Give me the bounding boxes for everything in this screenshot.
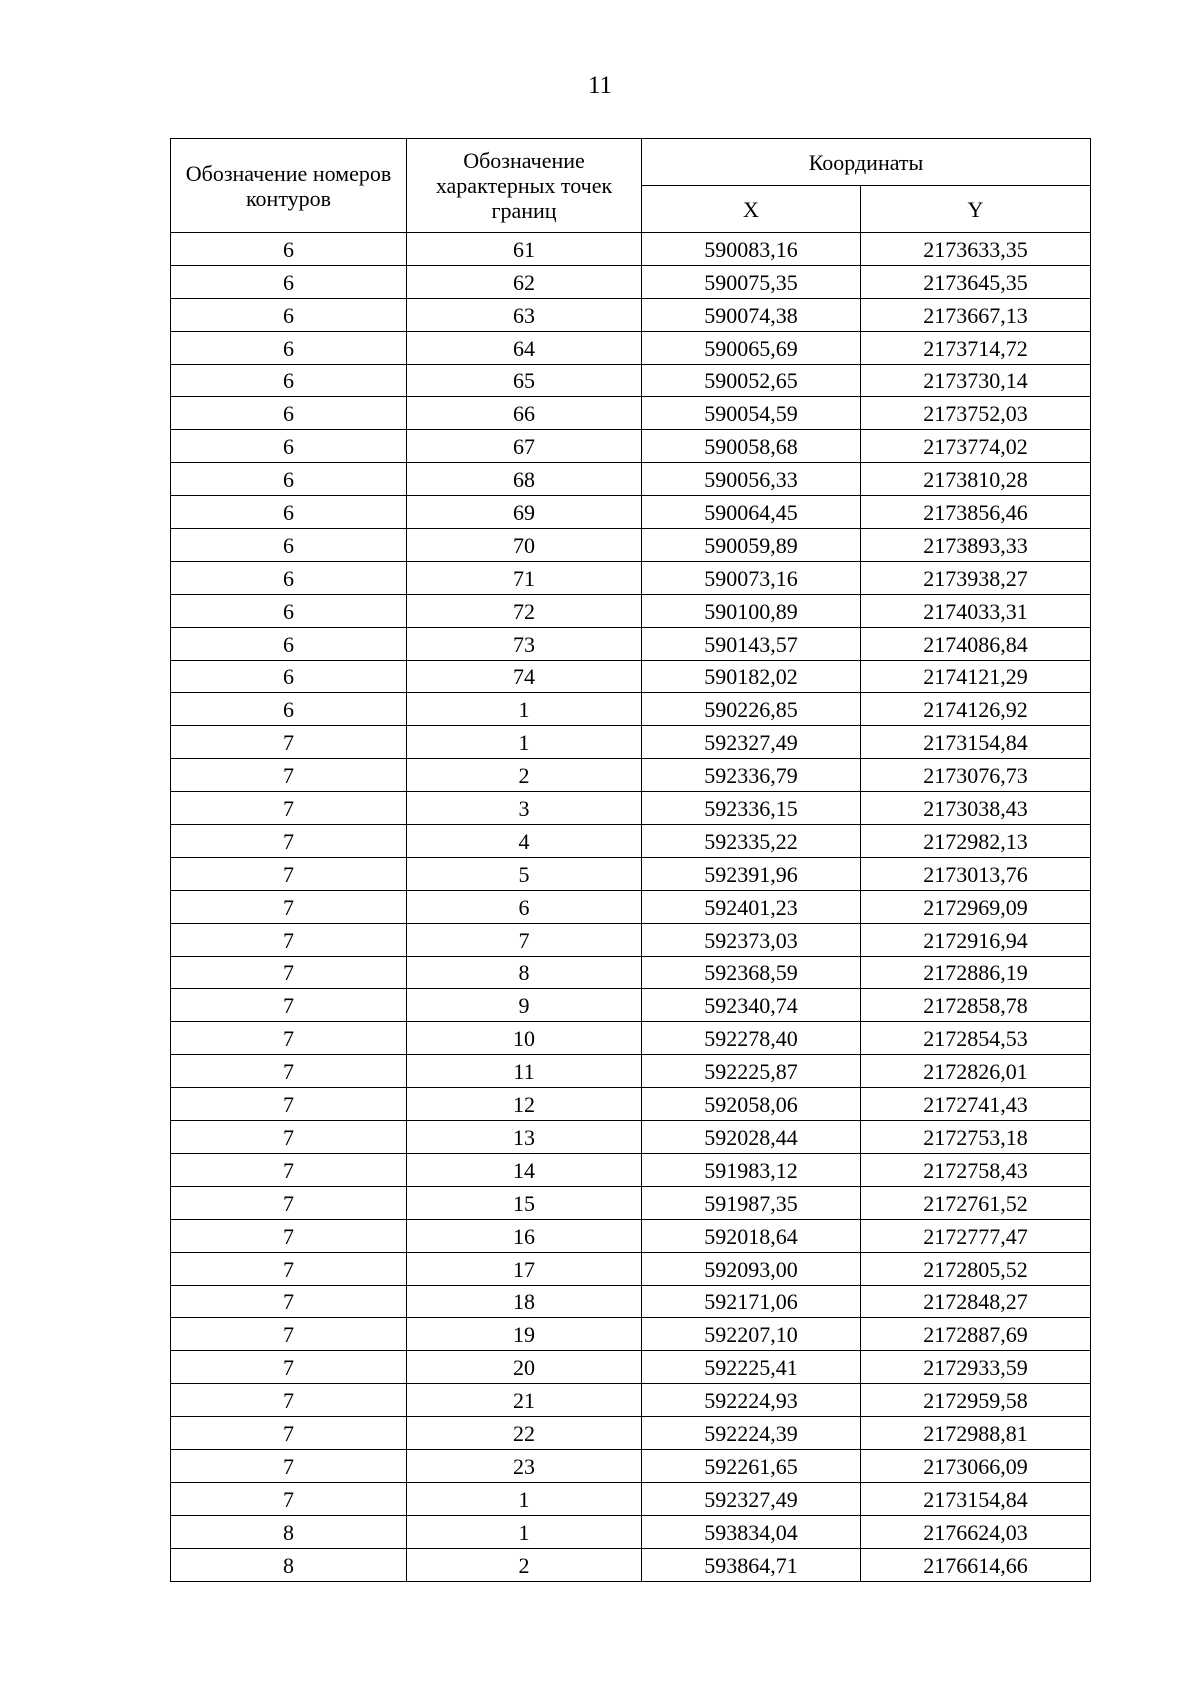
cell-x: 592401,23: [642, 890, 861, 923]
table-row: [171, 1351, 1091, 1384]
table-row: [171, 594, 1091, 627]
cell-contour: 6: [171, 627, 407, 660]
cell-y: 2172988,81: [861, 1417, 1091, 1450]
cell-y: 2174126,92: [861, 693, 1091, 726]
cell-y: 2173645,35: [861, 265, 1091, 298]
table-row: [171, 430, 1091, 463]
cell-contour: 6: [171, 298, 407, 331]
table-row: [171, 1482, 1091, 1515]
table-row: [171, 726, 1091, 759]
cell-contour: 7: [171, 1318, 407, 1351]
table-row: [171, 1285, 1091, 1318]
cell-y: 2173893,33: [861, 529, 1091, 562]
header-row: [171, 139, 1091, 186]
header-contour: Обозначение номеров контуров: [171, 139, 407, 233]
table-row: [171, 1417, 1091, 1450]
cell-point: 74: [407, 660, 642, 693]
cell-x: 592261,65: [642, 1449, 861, 1482]
cell-point: 19: [407, 1318, 642, 1351]
cell-x: 592225,41: [642, 1351, 861, 1384]
cell-point: 68: [407, 463, 642, 496]
table-row: [171, 890, 1091, 923]
cell-contour: 7: [171, 1252, 407, 1285]
cell-y: 2172982,13: [861, 825, 1091, 858]
cell-y: 2172959,58: [861, 1384, 1091, 1417]
cell-point: 7: [407, 923, 642, 956]
cell-y: 2172854,53: [861, 1022, 1091, 1055]
table-header: [171, 139, 1091, 233]
cell-point: 12: [407, 1088, 642, 1121]
cell-contour: 7: [171, 759, 407, 792]
cell-y: 2173856,46: [861, 496, 1091, 529]
cell-y: 2172848,27: [861, 1285, 1091, 1318]
cell-y: 2173714,72: [861, 331, 1091, 364]
table-body: [171, 233, 1091, 1582]
cell-contour: 6: [171, 265, 407, 298]
table-row: [171, 1515, 1091, 1548]
cell-x: 590073,16: [642, 561, 861, 594]
cell-y: 2173810,28: [861, 463, 1091, 496]
cell-contour: 6: [171, 660, 407, 693]
cell-point: 63: [407, 298, 642, 331]
header-point: Обозначение характерных точек границ: [407, 139, 642, 233]
page-number: 11: [587, 72, 613, 99]
cell-contour: 7: [171, 825, 407, 858]
table-row: [171, 1088, 1091, 1121]
cell-point: 14: [407, 1153, 642, 1186]
table-row: [171, 561, 1091, 594]
cell-x: 593834,04: [642, 1515, 861, 1548]
cell-point: 4: [407, 825, 642, 858]
cell-point: 72: [407, 594, 642, 627]
cell-contour: 7: [171, 857, 407, 890]
cell-x: 590064,45: [642, 496, 861, 529]
table-row: [171, 496, 1091, 529]
cell-point: 1: [407, 693, 642, 726]
cell-point: 13: [407, 1121, 642, 1154]
cell-x: 590100,89: [642, 594, 861, 627]
cell-contour: 7: [171, 890, 407, 923]
cell-x: 590056,33: [642, 463, 861, 496]
cell-point: 65: [407, 364, 642, 397]
table-row: [171, 1384, 1091, 1417]
cell-point: 10: [407, 1022, 642, 1055]
cell-contour: 6: [171, 233, 407, 266]
table-row: [171, 1219, 1091, 1252]
cell-contour: 7: [171, 956, 407, 989]
cell-x: 590054,59: [642, 397, 861, 430]
cell-point: 1: [407, 1515, 642, 1548]
cell-x: 590059,89: [642, 529, 861, 562]
cell-x: 590065,69: [642, 331, 861, 364]
cell-point: 71: [407, 561, 642, 594]
cell-x: 590182,02: [642, 660, 861, 693]
table-row: [171, 397, 1091, 430]
cell-x: 590226,85: [642, 693, 861, 726]
cell-y: 2173038,43: [861, 792, 1091, 825]
cell-point: 73: [407, 627, 642, 660]
cell-contour: 7: [171, 1022, 407, 1055]
cell-contour: 7: [171, 989, 407, 1022]
cell-y: 2173066,09: [861, 1449, 1091, 1482]
cell-point: 62: [407, 265, 642, 298]
cell-point: 22: [407, 1417, 642, 1450]
cell-contour: 7: [171, 1121, 407, 1154]
cell-y: 2174121,29: [861, 660, 1091, 693]
cell-point: 17: [407, 1252, 642, 1285]
cell-y: 2173013,76: [861, 857, 1091, 890]
cell-y: 2172761,52: [861, 1186, 1091, 1219]
cell-point: 16: [407, 1219, 642, 1252]
cell-contour: 6: [171, 430, 407, 463]
cell-contour: 7: [171, 1088, 407, 1121]
cell-point: 9: [407, 989, 642, 1022]
cell-contour: 7: [171, 726, 407, 759]
cell-x: 592391,96: [642, 857, 861, 890]
table-row: [171, 1022, 1091, 1055]
cell-contour: 8: [171, 1515, 407, 1548]
cell-y: 2172741,43: [861, 1088, 1091, 1121]
cell-point: 18: [407, 1285, 642, 1318]
cell-x: 590075,35: [642, 265, 861, 298]
cell-y: 2173633,35: [861, 233, 1091, 266]
cell-contour: 7: [171, 1285, 407, 1318]
cell-contour: 7: [171, 1449, 407, 1482]
cell-y: 2173154,84: [861, 1482, 1091, 1515]
cell-contour: 6: [171, 397, 407, 430]
cell-x: 591987,35: [642, 1186, 861, 1219]
cell-y: 2173667,13: [861, 298, 1091, 331]
cell-y: 2176624,03: [861, 1515, 1091, 1548]
cell-point: 1: [407, 1482, 642, 1515]
table-row: [171, 1186, 1091, 1219]
cell-y: 2176614,66: [861, 1548, 1091, 1581]
cell-y: 2173076,73: [861, 759, 1091, 792]
cell-y: 2172887,69: [861, 1318, 1091, 1351]
cell-x: 590074,38: [642, 298, 861, 331]
cell-x: 592171,06: [642, 1285, 861, 1318]
cell-contour: 7: [171, 1186, 407, 1219]
cell-y: 2172805,52: [861, 1252, 1091, 1285]
cell-point: 1: [407, 726, 642, 759]
cell-x: 592327,49: [642, 726, 861, 759]
header-y: Y: [861, 186, 1091, 233]
table-row: [171, 857, 1091, 890]
table-row: [171, 825, 1091, 858]
cell-x: 592058,06: [642, 1088, 861, 1121]
cell-y: 2173938,27: [861, 561, 1091, 594]
table-row: [171, 1121, 1091, 1154]
cell-point: 61: [407, 233, 642, 266]
cell-y: 2173752,03: [861, 397, 1091, 430]
cell-y: 2173730,14: [861, 364, 1091, 397]
cell-point: 70: [407, 529, 642, 562]
cell-point: 20: [407, 1351, 642, 1384]
cell-x: 591983,12: [642, 1153, 861, 1186]
cell-y: 2172858,78: [861, 989, 1091, 1022]
table-row: [171, 1153, 1091, 1186]
cell-x: 592335,22: [642, 825, 861, 858]
cell-contour: 7: [171, 792, 407, 825]
header-coordinates: Координаты: [642, 139, 1091, 186]
table-row: [171, 923, 1091, 956]
cell-x: 592327,49: [642, 1482, 861, 1515]
cell-y: 2172777,47: [861, 1219, 1091, 1252]
cell-contour: 7: [171, 923, 407, 956]
cell-point: 15: [407, 1186, 642, 1219]
cell-x: 590058,68: [642, 430, 861, 463]
cell-x: 593864,71: [642, 1548, 861, 1581]
cell-y: 2172758,43: [861, 1153, 1091, 1186]
table-row: [171, 1449, 1091, 1482]
table-row: [171, 265, 1091, 298]
cell-point: 5: [407, 857, 642, 890]
table-row: [171, 529, 1091, 562]
cell-y: 2172826,01: [861, 1055, 1091, 1088]
cell-y: 2174086,84: [861, 627, 1091, 660]
cell-x: 590083,16: [642, 233, 861, 266]
cell-contour: 6: [171, 561, 407, 594]
header-x: X: [642, 186, 861, 233]
cell-x: 590052,65: [642, 364, 861, 397]
cell-x: 592093,00: [642, 1252, 861, 1285]
table-row: [171, 331, 1091, 364]
cell-y: 2173154,84: [861, 726, 1091, 759]
cell-point: 11: [407, 1055, 642, 1088]
cell-point: 2: [407, 759, 642, 792]
cell-contour: 6: [171, 693, 407, 726]
cell-point: 67: [407, 430, 642, 463]
cell-contour: 7: [171, 1384, 407, 1417]
cell-y: 2172916,94: [861, 923, 1091, 956]
cell-x: 592368,59: [642, 956, 861, 989]
cell-contour: 6: [171, 463, 407, 496]
table-row: [171, 1252, 1091, 1285]
cell-point: 2: [407, 1548, 642, 1581]
cell-contour: 7: [171, 1153, 407, 1186]
cell-point: 8: [407, 956, 642, 989]
cell-y: 2173774,02: [861, 430, 1091, 463]
cell-point: 66: [407, 397, 642, 430]
table-row: [171, 956, 1091, 989]
table-row: [171, 759, 1091, 792]
cell-y: 2174033,31: [861, 594, 1091, 627]
table-row: [171, 298, 1091, 331]
cell-contour: 7: [171, 1482, 407, 1515]
cell-contour: 7: [171, 1219, 407, 1252]
cell-contour: 7: [171, 1417, 407, 1450]
table-row: [171, 1548, 1091, 1581]
table-row: [171, 660, 1091, 693]
cell-point: 69: [407, 496, 642, 529]
cell-x: 592340,74: [642, 989, 861, 1022]
cell-contour: 7: [171, 1055, 407, 1088]
cell-point: 3: [407, 792, 642, 825]
cell-point: 64: [407, 331, 642, 364]
table-row: [171, 1055, 1091, 1088]
cell-point: 21: [407, 1384, 642, 1417]
cell-contour: 6: [171, 331, 407, 364]
cell-y: 2172933,59: [861, 1351, 1091, 1384]
cell-y: 2172969,09: [861, 890, 1091, 923]
cell-contour: 6: [171, 594, 407, 627]
cell-contour: 6: [171, 496, 407, 529]
table-row: [171, 463, 1091, 496]
table-row: [171, 627, 1091, 660]
cell-point: 6: [407, 890, 642, 923]
cell-x: 592373,03: [642, 923, 861, 956]
table-row: [171, 989, 1091, 1022]
cell-x: 592028,44: [642, 1121, 861, 1154]
cell-contour: 8: [171, 1548, 407, 1581]
cell-x: 590143,57: [642, 627, 861, 660]
cell-x: 592207,10: [642, 1318, 861, 1351]
cell-y: 2172753,18: [861, 1121, 1091, 1154]
table-row: [171, 233, 1091, 266]
cell-x: 592224,39: [642, 1417, 861, 1450]
cell-contour: 7: [171, 1351, 407, 1384]
cell-x: 592018,64: [642, 1219, 861, 1252]
cell-x: 592225,87: [642, 1055, 861, 1088]
cell-point: 23: [407, 1449, 642, 1482]
cell-x: 592336,79: [642, 759, 861, 792]
cell-contour: 6: [171, 529, 407, 562]
cell-contour: 6: [171, 364, 407, 397]
cell-x: 592278,40: [642, 1022, 861, 1055]
cell-x: 592224,93: [642, 1384, 861, 1417]
table-row: [171, 693, 1091, 726]
table-row: [171, 364, 1091, 397]
coordinates-table: [170, 138, 1091, 1582]
cell-x: 592336,15: [642, 792, 861, 825]
table-row: [171, 1318, 1091, 1351]
table-row: [171, 792, 1091, 825]
cell-y: 2172886,19: [861, 956, 1091, 989]
